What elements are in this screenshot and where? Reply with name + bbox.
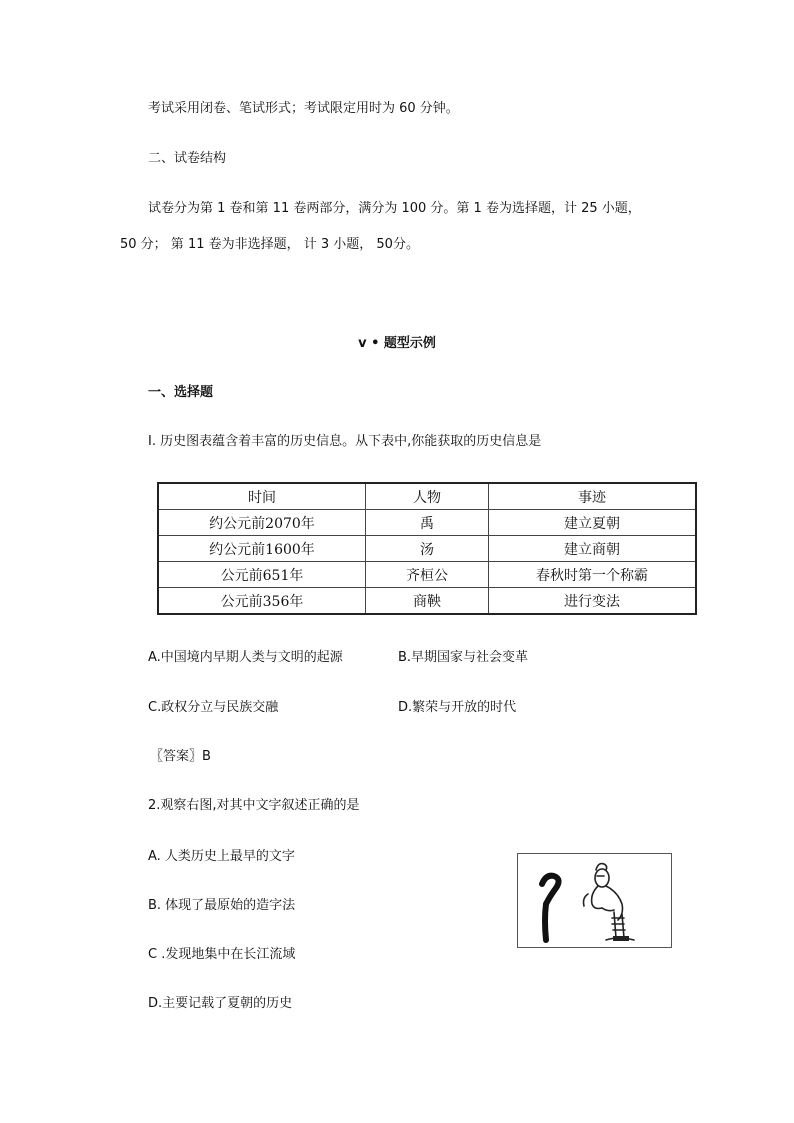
table-row bbox=[158, 562, 696, 588]
q1-answer: 〖答案〗B bbox=[150, 749, 211, 764]
cell-person: 禹 bbox=[366, 510, 489, 536]
q1-option-b: B.早期国家与社会变革 bbox=[398, 650, 529, 665]
cell-deed: 建立夏朝 bbox=[489, 510, 697, 536]
cell-deed: 建立商朝 bbox=[489, 536, 697, 562]
section-title: v • 题型示例 bbox=[358, 336, 436, 351]
cell-person: 商鞅 bbox=[366, 588, 489, 615]
part1-heading: 一、选择题 bbox=[148, 385, 214, 400]
header-time: 时间 bbox=[158, 483, 366, 510]
exam-form-text: 考试采用闭卷、笔试形式；考试限定用时为 60 分钟。 bbox=[148, 101, 459, 116]
table-header-row bbox=[158, 483, 696, 510]
oracle-bone-character-image bbox=[518, 854, 671, 947]
cell-person: 汤 bbox=[366, 536, 489, 562]
table-row bbox=[158, 536, 696, 562]
table-row bbox=[158, 510, 696, 536]
header-deed: 事迹 bbox=[489, 483, 697, 510]
cell-time: 约公元前1600年 bbox=[158, 536, 366, 562]
oracle-character-figure bbox=[517, 853, 672, 948]
q1-stem: I. 历史图表蕴含着丰富的历史信息。从下表中,你能获取的历史信息是 bbox=[148, 434, 542, 449]
q2-option-d: D.主要记载了夏朝的历史 bbox=[148, 996, 293, 1011]
cell-time: 约公元前2070年 bbox=[158, 510, 366, 536]
header-person: 人物 bbox=[366, 483, 489, 510]
cell-person: 齐桓公 bbox=[366, 562, 489, 588]
table-row bbox=[158, 588, 696, 615]
q2-stem: 2.观察右图,对其中文字叙述正确的是 bbox=[148, 798, 360, 813]
section2-heading: 二、试卷结构 bbox=[148, 151, 227, 166]
q1-option-d: D.繁荣与开放的时代 bbox=[398, 700, 517, 715]
cell-time: 公元前651年 bbox=[158, 562, 366, 588]
q2-option-a: A. 人类历史上最早的文字 bbox=[148, 849, 295, 864]
q1-option-a: A.中国境内早期人类与文明的起源 bbox=[148, 650, 343, 665]
cell-deed: 春秋时第一个称霸 bbox=[489, 562, 697, 588]
structure-line-1: 试卷分为第 1 卷和第 11 卷两部分，满分为 100 分。第 1 卷为选择题，计 25 小题， bbox=[148, 201, 641, 216]
cell-deed: 进行变法 bbox=[489, 588, 697, 615]
q2-option-b: B. 体现了最原始的造字法 bbox=[148, 898, 296, 913]
q1-option-c: C.政权分立与民族交融 bbox=[148, 700, 279, 715]
q2-option-c: C .发现地集中在长江流域 bbox=[148, 947, 296, 962]
events-table bbox=[157, 482, 697, 615]
structure-line-2: 50 分； 第 11 卷为非选择题， 计 3 小题， 50分。 bbox=[120, 237, 419, 252]
cell-time: 公元前356年 bbox=[158, 588, 366, 615]
